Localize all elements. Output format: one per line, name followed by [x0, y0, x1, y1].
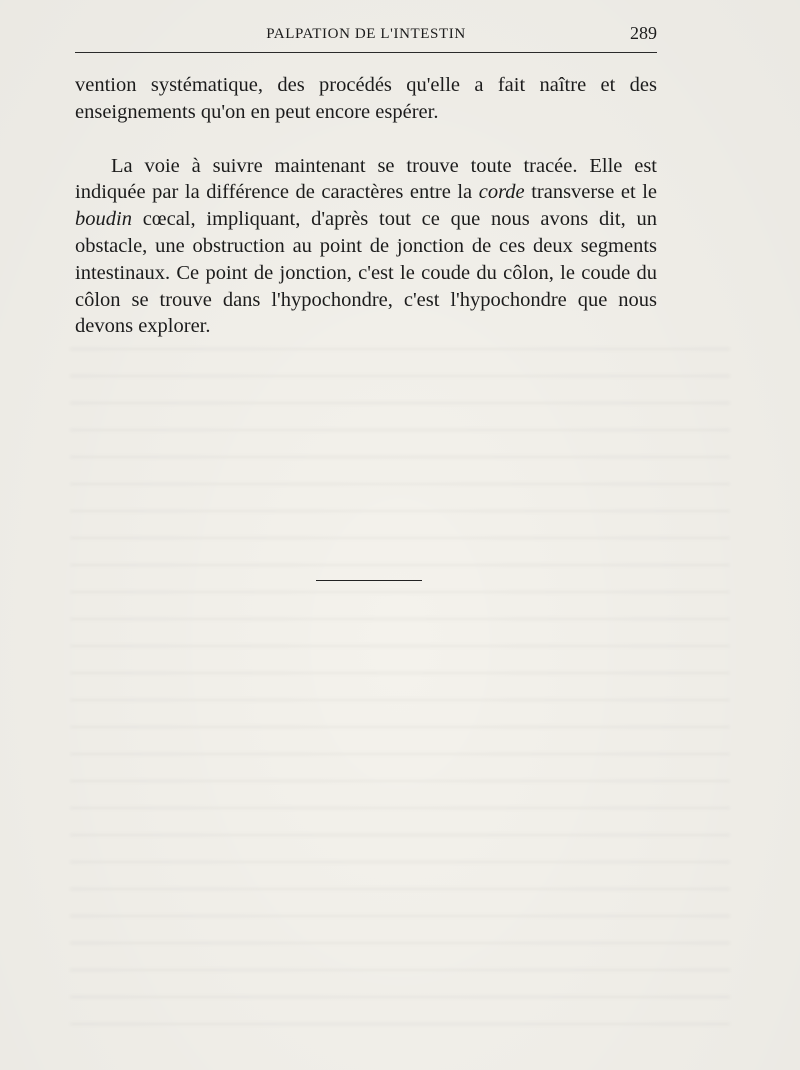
running-title: PALPATION DE L'INTESTIN	[266, 26, 466, 42]
italic-term-boudin: boudin	[75, 208, 132, 231]
paragraph-main	[75, 153, 657, 341]
italic-term-corde: corde	[478, 181, 525, 204]
paragraph-main-text-3: cœcal, impliquant, d'après tout ce que nous avons dit, un obstacle, une obstruction au point de jonction de ces deux segments intestinaux. Ce point de jonction, c'est le coude du côlon, le coude du côlon se trouve dans l'hypochondre, c'est l'hypochondre que nous devons explorer.	[75, 208, 657, 338]
page-number: 289	[630, 23, 657, 43]
running-head	[75, 22, 657, 48]
paragraph-continuation: vention systématique, des procédés qu'elle a fait naître et des enseignements qu'on en peut encore espérer.	[75, 74, 657, 123]
body-text	[75, 72, 657, 340]
header-rule	[75, 52, 657, 53]
show-through-texture	[70, 330, 730, 1030]
end-rule	[316, 580, 422, 581]
paragraph-main-text-1: La voie à suivre maintenant se trouve toute tracée. Elle est indiquée par la différence de caractères entre la	[75, 154, 657, 204]
paragraph-main-text-2: transverse et le	[524, 181, 657, 204]
